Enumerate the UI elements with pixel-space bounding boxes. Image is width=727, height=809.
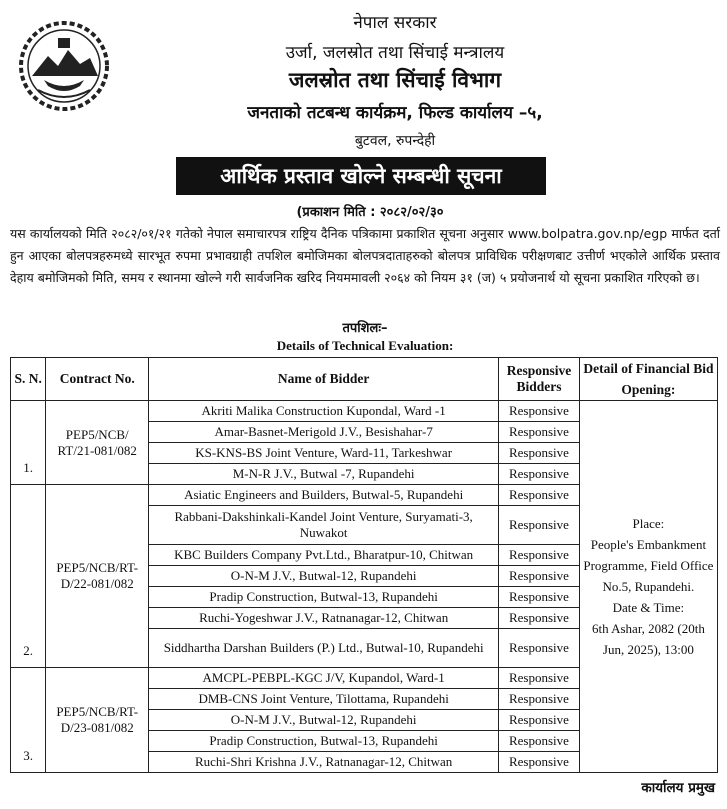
details-heading: तपशिलः–: [342, 321, 388, 336]
bidder-status: Responsive: [499, 731, 580, 752]
bidder-name: Pradip Construction, Butwal-13, Rupandehi: [149, 587, 499, 608]
government-title: नेपाल सरकार: [353, 13, 437, 33]
bidder-name: KS-KNS-BS Joint Venture, Ward-11, Tarkeshwar: [149, 443, 499, 464]
contract-number: PEP5/NCB/RT-D/22-081/082: [46, 485, 149, 668]
bidder-name: Amar-Basnet-Merigold J.V., Besishahar-7: [149, 422, 499, 443]
place-label: Place:: [632, 516, 665, 531]
notice-body: यस कार्यालयको मिति २०८२/०१/२१ गतेको नेपाल समाचारपत्र राष्ट्रिय दैनिक पत्रिकामा प्रकाशित सूचना अनुसार www.bolpatra.gov.np/egp मार्फत दर्ता हुन आएका बोलपत्रहरुमध्ये सारभूत रुपमा प्रभावग्राही तपशिल बमोजिमका बोलपत्रदाताहरुको बोलपत्र प्राविधिक परीक्षणबाट उत्तीर्ण भएकोले आर्थिक प्रस्ताव देहाय बमोजिमको मिति, समय र स्थानमा खोल्ने गरी सार्वजनिक खरिद नियममावली २०६४ को नियम ३१ (ज) ५ प्रयोजनार्थ यो सूचना प्रकाशित गरिएको छ।: [10, 226, 720, 285]
bidder-status: Responsive: [499, 485, 580, 506]
bidder-status: Responsive: [499, 752, 580, 773]
bidder-name: O-N-M J.V., Butwal-12, Rupandehi: [149, 710, 499, 731]
bidder-status: Responsive: [499, 545, 580, 566]
government-emblem-icon: [18, 20, 110, 112]
datetime-value: 6th Ashar, 2082 (20th Jun, 2025), 13:00: [591, 621, 705, 657]
bidder-name: M-N-R J.V., Butwal -7, Rupandehi: [149, 464, 499, 485]
table-row: [11, 401, 718, 422]
bidder-name: Akriti Malika Construction Kupondal, Ward -1: [149, 401, 499, 422]
bidder-name: Rabbani-Dakshinkali-Kandel Joint Venture, Suryamati-3, Nuwakot: [149, 506, 499, 545]
ministry-name: उर्जा, जलस्रोत तथा सिंचाई मन्त्रालय: [285, 43, 505, 63]
serial-number: 3.: [11, 668, 46, 773]
bidder-name: Ruchi-Shri Krishna J.V., Ratnanagar-12, Chitwan: [149, 752, 499, 773]
office-chief-signature: कार्यालय प्रमुख: [641, 780, 715, 796]
bidder-status: Responsive: [499, 566, 580, 587]
column-header-sn: S. N.: [11, 358, 46, 401]
serial-number: 1.: [11, 401, 46, 485]
column-header-bidder: Name of Bidder: [149, 358, 499, 401]
bidder-status: Responsive: [499, 689, 580, 710]
place-value: People's Embankment Programme, Field Office No.5, Rupandehi.: [583, 537, 714, 594]
bidder-name: Pradip Construction, Butwal-13, Rupandehi: [149, 731, 499, 752]
table-title: Details of Technical Evaluation:: [276, 338, 454, 353]
bidder-name: Asiatic Engineers and Builders, Butwal-5, Rupandehi: [149, 485, 499, 506]
department-name: जलस्रोत तथा सिंचाई विभाग: [288, 68, 502, 92]
bidder-name: KBC Builders Company Pvt.Ltd., Bharatpur-10, Chitwan: [149, 545, 499, 566]
column-header-responsive: Responsive Bidders: [499, 358, 580, 401]
technical-evaluation-table: [10, 357, 718, 773]
bidder-status: Responsive: [499, 608, 580, 629]
office-location: बुटवल, रुपन्देही: [354, 133, 436, 149]
bidder-status: Responsive: [499, 629, 580, 668]
contract-number: PEP5/NCB/ RT/21-081/082: [46, 401, 149, 485]
bidder-status: Responsive: [499, 401, 580, 422]
datetime-label: Date & Time:: [612, 600, 685, 615]
bidder-status: Responsive: [499, 464, 580, 485]
bidder-name: DMB-CNS Joint Venture, Tilottama, Rupandehi: [149, 689, 499, 710]
serial-number: 2.: [11, 485, 46, 668]
bidder-name: O-N-M J.V., Butwal-12, Rupandehi: [149, 566, 499, 587]
bidder-name: Siddhartha Darshan Builders (P.) Ltd., Butwal-10, Rupandehi: [149, 629, 499, 668]
column-header-financial: Detail of Financial Bid Opening:: [579, 358, 717, 401]
bidder-status: Responsive: [499, 587, 580, 608]
column-header-contract: Contract No.: [46, 358, 149, 401]
contract-number: PEP5/NCB/RT-D/23-081/082: [46, 668, 149, 773]
notice-title-banner: आर्थिक प्रस्ताव खोल्ने सम्बन्धी सूचना: [176, 157, 546, 195]
publication-date: (प्रकाशन मिति : २०८२/०२/३०: [296, 205, 444, 220]
bidder-status: Responsive: [499, 668, 580, 689]
bidder-status: Responsive: [499, 710, 580, 731]
bidder-status: Responsive: [499, 422, 580, 443]
bidder-name: AMCPL-PEBPL-KGC J/V, Kupandol, Ward-1: [149, 668, 499, 689]
bidder-status: Responsive: [499, 506, 580, 545]
office-name: जनताको तटबन्ध कार्यक्रम, फिल्ड कार्यालय –५,: [247, 103, 543, 123]
financial-bid-detail: [579, 401, 717, 773]
bidder-status: Responsive: [499, 443, 580, 464]
bidder-name: Ruchi-Yogeshwar J.V., Ratnanagar-12, Chitwan: [149, 608, 499, 629]
